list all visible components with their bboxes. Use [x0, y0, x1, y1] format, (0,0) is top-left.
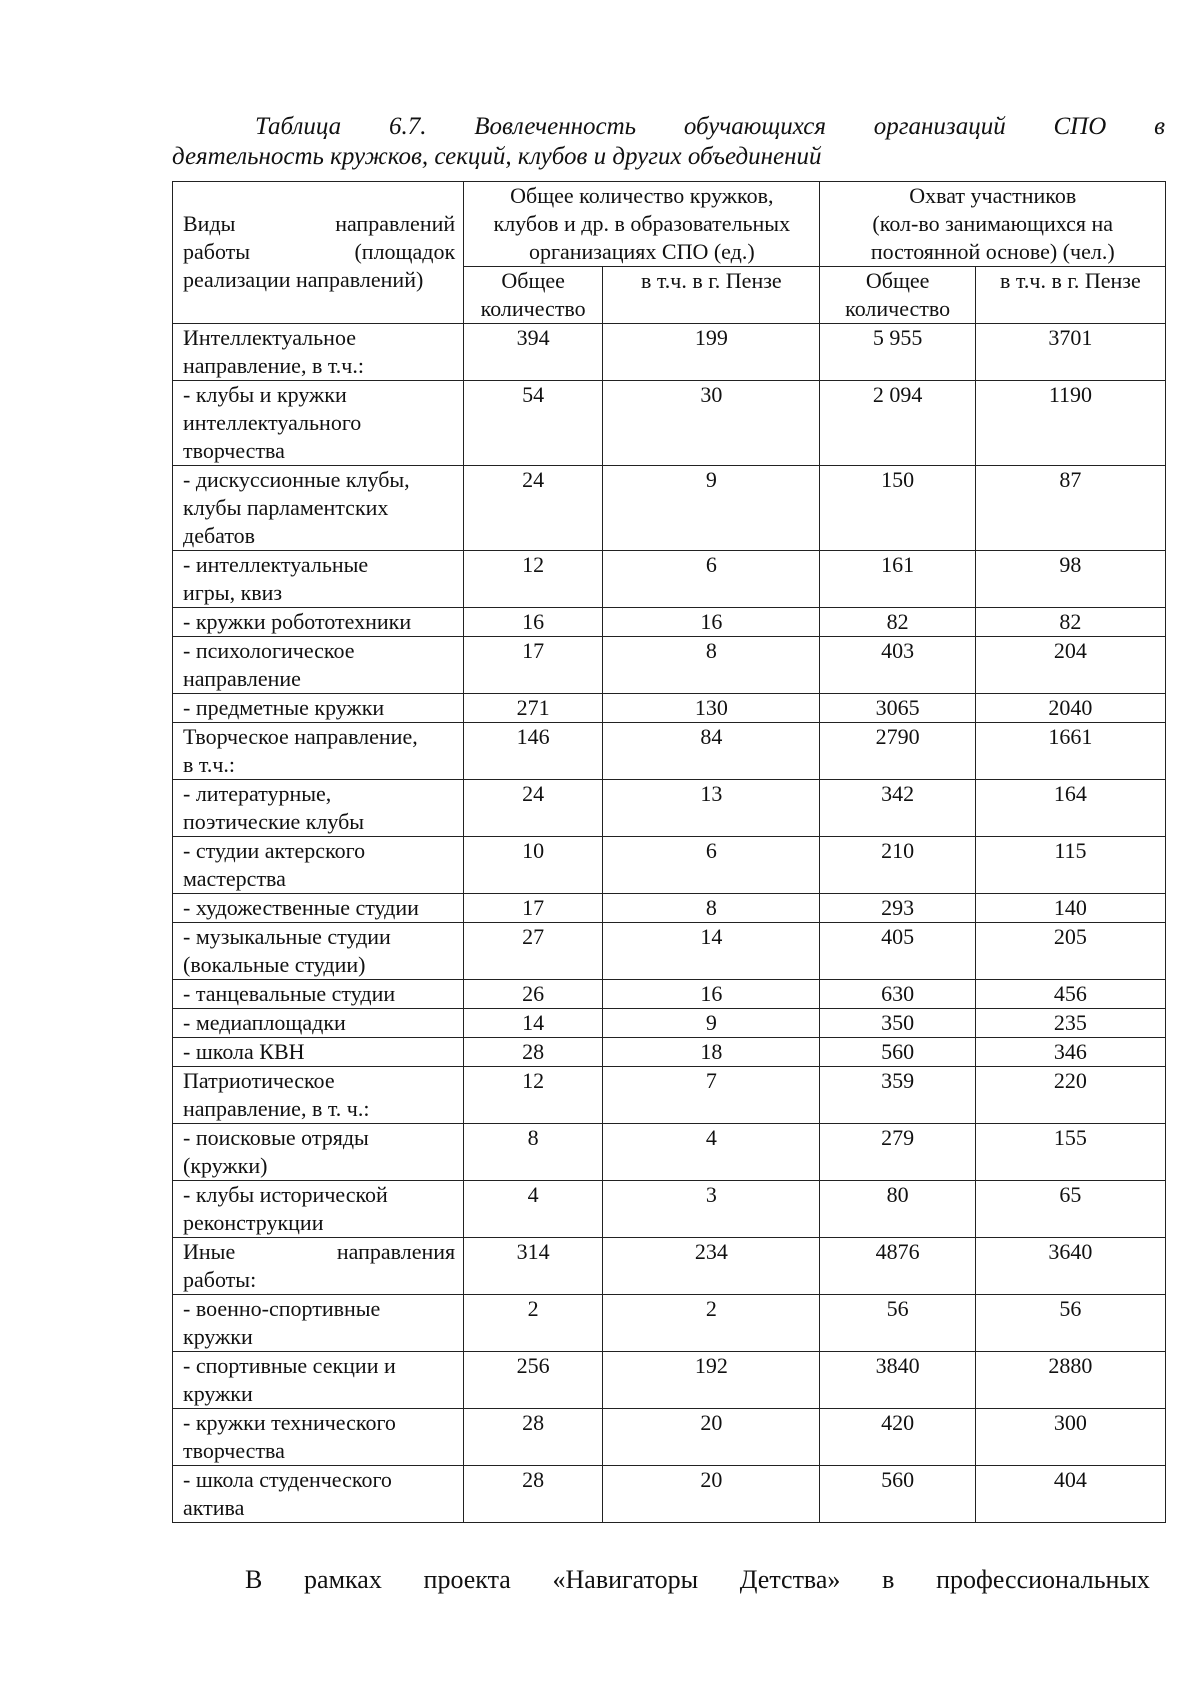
table-row	[173, 608, 1166, 637]
count-total-cell: 146	[464, 723, 603, 780]
header-sub-line: количество	[480, 296, 586, 321]
reach-total-cell: 359	[820, 1067, 975, 1124]
row-label-line: - спортивные секции и	[183, 1353, 396, 1378]
reach-total-cell: 3065	[820, 694, 975, 723]
row-label-line: дебатов	[183, 523, 256, 548]
row-label-line: (кружки)	[183, 1153, 268, 1178]
header-count-line: Общее количество кружков,	[510, 183, 774, 208]
row-label	[173, 1181, 464, 1238]
table-row	[173, 324, 1166, 381]
count-penza-cell: 6	[603, 551, 820, 608]
header-reach-penza: в т.ч. в г. Пензе	[975, 267, 1165, 324]
count-total-cell: 17	[464, 637, 603, 694]
row-label	[173, 324, 464, 381]
table-row	[173, 1124, 1166, 1181]
count-penza-cell: 192	[603, 1352, 820, 1409]
row-label	[173, 1067, 464, 1124]
table-row	[173, 1038, 1166, 1067]
count-total-cell: 271	[464, 694, 603, 723]
table-row	[173, 551, 1166, 608]
reach-penza-cell: 204	[975, 637, 1165, 694]
row-label-line: - психологическое	[183, 638, 355, 663]
reach-penza-cell: 456	[975, 980, 1165, 1009]
reach-penza-cell: 346	[975, 1038, 1165, 1067]
count-penza-cell: 30	[603, 381, 820, 466]
count-penza-cell: 13	[603, 780, 820, 837]
row-label	[173, 894, 464, 923]
row-label-line: творчества	[183, 438, 285, 463]
count-total-cell: 394	[464, 324, 603, 381]
paragraph-word: «Навигаторы	[552, 1565, 699, 1594]
header-count-line: организациях СПО (ед.)	[528, 239, 755, 264]
paragraph-word: профессиональных	[936, 1565, 1150, 1594]
row-label-line: Иные направления	[183, 1239, 456, 1264]
header-type-line-2	[183, 238, 455, 266]
row-label	[173, 1009, 464, 1038]
count-total-cell: 256	[464, 1352, 603, 1409]
header-sub-line: Общее	[865, 268, 930, 293]
header-count-penza: в т.ч. в г. Пензе	[603, 267, 820, 324]
reach-penza-cell: 82	[975, 608, 1165, 637]
row-label-line: - предметные кружки	[183, 695, 385, 720]
table-row	[173, 1067, 1166, 1124]
row-label-line: (вокальные студии)	[183, 952, 366, 977]
table-row	[173, 1352, 1166, 1409]
count-penza-cell: 2	[603, 1295, 820, 1352]
reach-penza-cell: 65	[975, 1181, 1165, 1238]
row-label	[173, 551, 464, 608]
reach-total-cell: 293	[820, 894, 975, 923]
table-row	[173, 1181, 1166, 1238]
reach-penza-cell: 98	[975, 551, 1165, 608]
reach-penza-cell: 3701	[975, 324, 1165, 381]
row-label	[173, 637, 464, 694]
header-type-word: (площадок	[354, 239, 456, 264]
header-type-line-3: реализации направлений)	[183, 267, 424, 292]
reach-total-cell: 630	[820, 980, 975, 1009]
row-label-line: направление, в т.ч.:	[183, 353, 364, 378]
row-label-line: мастерства	[183, 866, 286, 891]
reach-penza-cell: 300	[975, 1409, 1165, 1466]
row-label	[173, 723, 464, 780]
header-reach-total	[820, 267, 975, 324]
row-label-line: кружки	[183, 1324, 253, 1349]
reach-total-cell: 2790	[820, 723, 975, 780]
row-label	[173, 923, 464, 980]
count-penza-cell: 6	[603, 837, 820, 894]
row-label-line: работы:	[183, 1267, 257, 1292]
reach-total-cell: 403	[820, 637, 975, 694]
reach-total-cell: 150	[820, 466, 975, 551]
caption-word: СПО	[1053, 113, 1107, 140]
row-label-line: - клубы исторической	[183, 1182, 388, 1207]
row-label-line: клубы парламентских	[183, 495, 389, 520]
table-row	[173, 1409, 1166, 1466]
row-label	[173, 466, 464, 551]
reach-penza-cell: 220	[975, 1067, 1165, 1124]
count-total-cell: 17	[464, 894, 603, 923]
reach-total-cell: 560	[820, 1466, 975, 1523]
reach-total-cell: 5 955	[820, 324, 975, 381]
row-label-line: - студии актерского	[183, 838, 366, 863]
count-penza-cell: 234	[603, 1238, 820, 1295]
count-total-cell: 24	[464, 780, 603, 837]
reach-total-cell: 420	[820, 1409, 975, 1466]
body-paragraph	[245, 1564, 1150, 1596]
count-penza-cell: 20	[603, 1409, 820, 1466]
row-label	[173, 694, 464, 723]
row-label-line: - кружки робототехники	[183, 609, 412, 634]
table-row	[173, 1295, 1166, 1352]
reach-total-cell: 560	[820, 1038, 975, 1067]
count-total-cell: 14	[464, 1009, 603, 1038]
count-penza-cell: 8	[603, 894, 820, 923]
count-penza-cell: 8	[603, 637, 820, 694]
reach-penza-cell: 1190	[975, 381, 1165, 466]
reach-penza-cell: 3640	[975, 1238, 1165, 1295]
row-label-line: - школа студенческого	[183, 1467, 392, 1492]
count-penza-cell: 4	[603, 1124, 820, 1181]
row-label-line: - кружки технического	[183, 1410, 396, 1435]
count-total-cell: 28	[464, 1466, 603, 1523]
header-type-column	[173, 182, 464, 324]
count-total-cell: 26	[464, 980, 603, 1009]
row-label-line: реконструкции	[183, 1210, 324, 1235]
paragraph-word: проекта	[423, 1565, 511, 1594]
reach-total-cell: 342	[820, 780, 975, 837]
reach-penza-cell: 2880	[975, 1352, 1165, 1409]
reach-total-cell: 210	[820, 837, 975, 894]
row-label-line: направление, в т. ч.:	[183, 1096, 370, 1121]
row-label-line: - школа КВН	[183, 1039, 305, 1064]
table-row	[173, 466, 1166, 551]
caption-word: в	[1154, 113, 1165, 140]
count-total-cell: 27	[464, 923, 603, 980]
count-total-cell: 54	[464, 381, 603, 466]
row-label-line: кружки	[183, 1381, 253, 1406]
table-row	[173, 637, 1166, 694]
engagement-table	[172, 181, 1166, 1523]
row-label	[173, 780, 464, 837]
caption-word: 6.7.	[388, 113, 427, 140]
caption-line-2: деятельность кружков, секций, клубов и других объединений	[172, 143, 822, 170]
table-row	[173, 980, 1166, 1009]
header-reach-line: Охват участников	[909, 183, 1077, 208]
row-label	[173, 837, 464, 894]
reach-penza-cell: 2040	[975, 694, 1165, 723]
reach-total-cell: 82	[820, 608, 975, 637]
count-total-cell: 24	[464, 466, 603, 551]
count-penza-cell: 3	[603, 1181, 820, 1238]
row-label	[173, 1466, 464, 1523]
row-label	[173, 1238, 464, 1295]
row-label	[173, 980, 464, 1009]
table-caption	[172, 112, 1165, 172]
header-type-word: направлений	[335, 211, 456, 236]
row-label	[173, 1295, 464, 1352]
count-total-cell: 28	[464, 1409, 603, 1466]
row-label-line: Интеллектуальное	[183, 325, 356, 350]
count-total-cell: 2	[464, 1295, 603, 1352]
reach-penza-cell: 404	[975, 1466, 1165, 1523]
row-label-line: - клубы и кружки	[183, 382, 347, 407]
row-label-line: - дискуссионные клубы,	[183, 467, 410, 492]
row-label-line: - медиаплощадки	[183, 1010, 346, 1035]
reach-total-cell: 405	[820, 923, 975, 980]
caption-word: Вовлеченность	[474, 113, 637, 140]
table-row	[173, 780, 1166, 837]
count-penza-cell: 16	[603, 980, 820, 1009]
row-label-line: - поисковые отряды	[183, 1125, 369, 1150]
count-penza-cell: 7	[603, 1067, 820, 1124]
reach-penza-cell: 164	[975, 780, 1165, 837]
row-label-line: игры, квиз	[183, 580, 283, 605]
reach-penza-cell: 155	[975, 1124, 1165, 1181]
count-penza-cell: 18	[603, 1038, 820, 1067]
table-row	[173, 1466, 1166, 1523]
paragraph-word: в	[882, 1565, 895, 1594]
table-row	[173, 381, 1166, 466]
table-row	[173, 1238, 1166, 1295]
count-penza-cell: 9	[603, 1009, 820, 1038]
header-count-line: клубов и др. в образовательных	[493, 211, 791, 236]
header-type-word: Виды	[183, 211, 236, 236]
row-label	[173, 608, 464, 637]
reach-total-cell: 4876	[820, 1238, 975, 1295]
reach-penza-cell: 1661	[975, 723, 1165, 780]
count-penza-cell: 14	[603, 923, 820, 980]
reach-penza-cell: 56	[975, 1295, 1165, 1352]
table-row	[173, 837, 1166, 894]
count-total-cell: 314	[464, 1238, 603, 1295]
count-total-cell: 16	[464, 608, 603, 637]
reach-total-cell: 2 094	[820, 381, 975, 466]
reach-total-cell: 161	[820, 551, 975, 608]
row-label-line: - военно-спортивные	[183, 1296, 381, 1321]
count-penza-cell: 199	[603, 324, 820, 381]
row-label-line: поэтические клубы	[183, 809, 365, 834]
header-sub-line: количество	[845, 296, 951, 321]
row-label-line: - художественные студии	[183, 895, 419, 920]
count-total-cell: 4	[464, 1181, 603, 1238]
row-label	[173, 1124, 464, 1181]
paragraph-word: В	[245, 1565, 263, 1594]
count-penza-cell: 130	[603, 694, 820, 723]
header-row-1	[173, 182, 1166, 267]
paragraph-word: рамках	[304, 1565, 382, 1594]
row-label	[173, 381, 464, 466]
row-label-line: направление	[183, 666, 301, 691]
reach-penza-cell: 115	[975, 837, 1165, 894]
paragraph-word: Детства»	[739, 1565, 841, 1594]
header-type-word: работы	[183, 239, 251, 264]
row-label-line: актива	[183, 1495, 245, 1520]
reach-total-cell: 56	[820, 1295, 975, 1352]
reach-total-cell: 3840	[820, 1352, 975, 1409]
table-row	[173, 694, 1166, 723]
row-label	[173, 1038, 464, 1067]
reach-total-cell: 279	[820, 1124, 975, 1181]
reach-total-cell: 80	[820, 1181, 975, 1238]
header-reach-group	[820, 182, 1166, 267]
reach-total-cell: 350	[820, 1009, 975, 1038]
count-penza-cell: 84	[603, 723, 820, 780]
count-total-cell: 28	[464, 1038, 603, 1067]
caption-word: обучающихся	[683, 113, 826, 140]
reach-penza-cell: 140	[975, 894, 1165, 923]
count-penza-cell: 9	[603, 466, 820, 551]
row-label-line: - танцевальные студии	[183, 981, 396, 1006]
caption-line-1	[172, 112, 1165, 142]
header-reach-line: постоянной основе) (чел.)	[870, 239, 1115, 264]
header-type-line-1	[183, 210, 455, 238]
table-row	[173, 1009, 1166, 1038]
count-total-cell: 12	[464, 551, 603, 608]
row-label-line: - интеллектуальные	[183, 552, 369, 577]
row-label	[173, 1409, 464, 1466]
row-label-line: творчества	[183, 1438, 285, 1463]
count-total-cell: 12	[464, 1067, 603, 1124]
table-row	[173, 723, 1166, 780]
row-label	[173, 1352, 464, 1409]
reach-penza-cell: 87	[975, 466, 1165, 551]
count-total-cell: 10	[464, 837, 603, 894]
row-label-line: Патриотическое	[183, 1068, 335, 1093]
row-label-line: Творческое направление,	[183, 724, 418, 749]
table-row	[173, 894, 1166, 923]
header-sub-line: Общее	[501, 268, 565, 293]
header-count-group	[464, 182, 820, 267]
header-count-total	[464, 267, 603, 324]
count-total-cell: 8	[464, 1124, 603, 1181]
reach-penza-cell: 235	[975, 1009, 1165, 1038]
row-label-line: - литературные,	[183, 781, 332, 806]
table-row	[173, 923, 1166, 980]
reach-penza-cell: 205	[975, 923, 1165, 980]
count-penza-cell: 16	[603, 608, 820, 637]
count-penza-cell: 20	[603, 1466, 820, 1523]
caption-word: организаций	[873, 113, 1006, 140]
caption-word: Таблица	[255, 113, 342, 140]
row-label-line: в т.ч.:	[183, 752, 236, 777]
row-label-line: интеллектуального	[183, 410, 362, 435]
header-reach-line: (кол-во занимающихся на	[872, 211, 1114, 236]
row-label-line: - музыкальные студии	[183, 924, 391, 949]
